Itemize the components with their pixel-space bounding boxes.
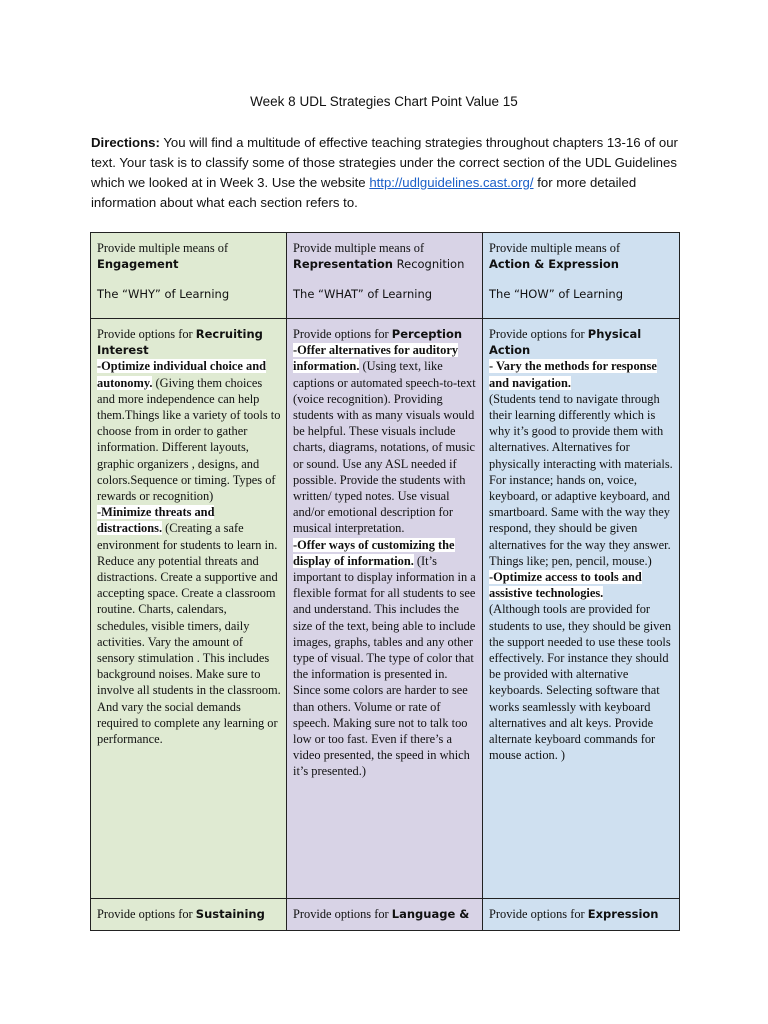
representation-subheader: The “WHAT” of Learning: [293, 287, 433, 302]
engagement-item2-text: (Creating a safe environment for students to learn in. Reduce any potential threats and distractions. Create a supportive and accepting space. Create a classroom routine. Charts, calendars, schedules, visible timers, daily activities. Vary the amount of sensory stimulation . This includes background noises. Make sure to involve all students in the classroom. And vary the social demands required to complete any learning or performance.: [97, 521, 281, 747]
engagement-section-title: Recruiting Interest: [97, 327, 263, 358]
engagement-body-cell: [91, 319, 287, 899]
engagement-header-prefix: Provide multiple means of: [97, 241, 229, 255]
action-expression-header-prefix: Provide multiple means of: [489, 241, 621, 255]
action-expression-header-cell: [483, 233, 680, 319]
table-body-row: [91, 319, 680, 899]
engagement-header-title: Engagement: [97, 257, 179, 272]
directions-text-1: You will find a multitude of effective teaching strategies throughout chapters 13-16 of our text. Your task is to classify some of those strategies under the correct section of the UDL Guidelines which we looked at in Week 3. Use the website: [91, 135, 678, 190]
engagement-item2-heading: -Minimize threats and distractions.: [97, 505, 215, 536]
action-expression-subheader: The “HOW” of Learning: [489, 287, 623, 302]
action-expression-item2-text: (Although tools are provided for students to use, they should be given the support needed to use these tools effectively. For instance they should be provided with alternative keyboards. Selecting software that works seamlessly with keyboard alternatives and alt keys. Provide alternate keyboard commands for mouse action. ): [489, 602, 672, 763]
engagement-item1-text: (Giving them choices and more independence can help them.Things like a variety of tools to choose from in order to gather information. Different layouts, graphic organizers , designs, and colors.Sequence or timing. Types of rewards or recognition): [97, 375, 281, 504]
engagement-item1-heading: -Optimize individual choice and autonomy.: [97, 359, 267, 390]
engagement-subheader: The “WHY” of Learning: [97, 287, 230, 302]
representation-section-prefix: Provide options for: [293, 327, 392, 341]
representation-footer-title: Language &: [391, 907, 470, 921]
action-expression-section-prefix: Provide options for: [489, 327, 588, 341]
action-expression-item1-heading: - Vary the methods for response and navigation.: [489, 359, 657, 390]
directions-label: Directions:: [91, 135, 160, 150]
action-expression-body-cell: [483, 319, 680, 899]
engagement-header-cell: [91, 233, 287, 319]
action-expression-footer-cell: [483, 899, 680, 931]
engagement-footer-cell: [91, 899, 287, 931]
action-expression-header-title: Action & Expression: [489, 257, 619, 272]
engagement-section-prefix: Provide options for: [97, 327, 196, 341]
representation-item1-heading: -Offer alternatives for auditory information.: [293, 343, 459, 374]
action-expression-item2-heading: -Optimize access to tools and assistive technologies.: [489, 570, 642, 601]
representation-section-title: Perception: [391, 327, 463, 341]
table-header-row: [91, 233, 680, 319]
directions-paragraph: [91, 133, 681, 213]
representation-body-cell: [287, 319, 483, 899]
representation-item2-heading: -Offer ways of customizing the display of information.: [293, 537, 455, 568]
representation-item2-text: (It’s important to display information in a flexible format for all students to see and understand. This includes the size of the text, being able to include images, graphs, tables and any other type of visual. The type of color that the information is presented in. Since some colors are harder to see than others. Volume or rate of speech. Making sure not to talk too low or too fast. Even if there’s a video presented, the speed in which it’s presented.): [293, 553, 476, 779]
representation-header-title: Representation: [293, 257, 393, 272]
engagement-footer-prefix: Provide options for: [97, 907, 196, 921]
representation-header-suffix: Recognition: [392, 257, 465, 272]
action-expression-section-title: Physical Action: [489, 327, 642, 358]
udl-guidelines-link[interactable]: http://udlguidelines.cast.org/: [369, 175, 534, 190]
table-footer-row: [91, 899, 680, 931]
engagement-footer-title: Sustaining: [195, 907, 265, 921]
representation-footer-prefix: Provide options for: [293, 907, 392, 921]
representation-header-cell: [287, 233, 483, 319]
document-title: Week 8 UDL Strategies Chart Point Value 15: [250, 94, 518, 109]
action-expression-footer-title: Expression: [587, 907, 659, 921]
directions-text-2: for more detailed information about what each section refers to.: [91, 175, 637, 210]
action-expression-footer-prefix: Provide options for: [489, 907, 588, 921]
udl-strategies-table: [90, 232, 680, 931]
representation-footer-cell: [287, 899, 483, 931]
representation-item1-text: (Using text, like captions or automated speech-to-text (voice recognition). Providing students with as many visuals would be helpful. These visuals include charts, diagrams, notations, of music or sound. Use any ASL needed if possible. Provide the students with written/ typed notes. Use visual and/or emotional description for musical interpretation.: [293, 359, 476, 536]
action-expression-item1-text: (Students tend to navigate through their learning differently which is why it’s good to provide them with alternatives. Alternatives for physically interacting with materials. For instance; hands on, voice, keyboard, or adaptive keyboard, and smartboard. Same with the way they respond, they should be given alternatives for the way they answer. Things like; pen, pencil, mouse.): [489, 391, 673, 568]
representation-header-prefix: Provide multiple means of: [293, 241, 425, 255]
